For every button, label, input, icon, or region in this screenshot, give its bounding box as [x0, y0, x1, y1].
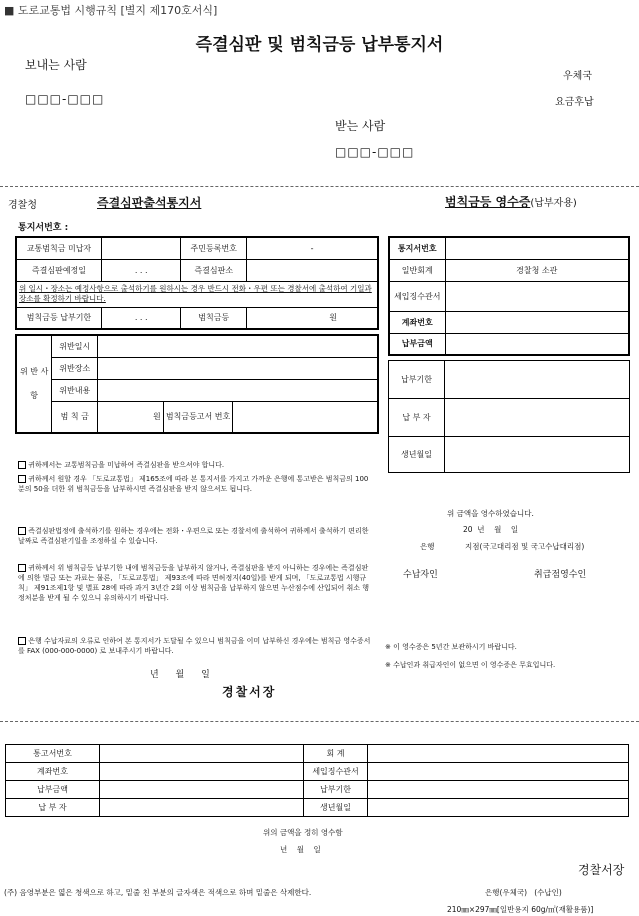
stub-deadline-value[interactable] [368, 781, 629, 799]
branch-label: 지점(국고대리점 및 국고수납대리점) [465, 542, 585, 551]
receipt-birth-label: 생년월일 [389, 437, 445, 473]
receipt-payer-label: 납 부 자 [389, 399, 445, 437]
receipt-notice-value[interactable] [445, 237, 629, 259]
cut-line-2 [0, 721, 639, 722]
page-title: 즉결심판 및 범칙금등 납부통지서 [195, 35, 444, 55]
violation-fine-value[interactable]: 원 [98, 401, 164, 433]
stub-account-value[interactable] [100, 763, 304, 781]
stub-deadline-label: 납부기한 [304, 781, 368, 799]
sender-label: 보내는 사람 [25, 58, 87, 72]
violation-heading: 위 반 사 항 [16, 335, 52, 433]
receipt-collector-value[interactable] [445, 281, 629, 311]
fine-amount-value[interactable]: 원 [247, 307, 378, 329]
stub-collector-value[interactable] [368, 763, 629, 781]
receipt-account-label: 일반회계 [389, 259, 445, 281]
receipt-deadline-label: 납부기한 [389, 361, 445, 399]
stub-amount-value[interactable] [100, 781, 304, 799]
fine-notice-number-label: 범칙금등고서 번호 [163, 401, 233, 433]
receipt-collector-label: 세입징수관서 [389, 281, 445, 311]
checkbox-icon[interactable] [18, 475, 26, 483]
note-1: 귀하께서는 교통범칙금을 미납하여 즉결심판을 받으셔야 합니다. [18, 460, 374, 470]
violation-place-value[interactable] [98, 357, 378, 379]
stub-accounting-value[interactable] [368, 745, 629, 763]
violation-date-value[interactable] [98, 335, 378, 357]
violation-content-label: 위반내용 [52, 379, 98, 401]
post-office-mark: 우체국 [563, 71, 592, 82]
left-title: 즉결심판출석통지서 [97, 196, 202, 210]
trial-date-value[interactable]: . . . [101, 259, 180, 281]
police-station-chief: 경찰서장 [222, 685, 277, 699]
violation-place-label: 위반장소 [52, 357, 98, 379]
stub-birth-label: 생년월일 [304, 799, 368, 817]
fine-amount-label: 범칙금등 [181, 307, 247, 329]
violation-fine-label: 범 칙 금 [52, 401, 98, 433]
receipt-amount-value[interactable] [445, 333, 629, 355]
cut-line [0, 186, 639, 187]
trial-place-label: 즉결심판소 [181, 259, 247, 281]
stub-table [5, 744, 629, 817]
stub-account-label: 계좌번호 [6, 763, 100, 781]
stub-date: 년 월 일 [280, 845, 321, 854]
checkbox-icon[interactable] [18, 461, 26, 469]
rrn-label: 주민등록번호 [181, 237, 247, 259]
postage-mark: 요금후납 [555, 97, 594, 108]
note-5: 은행 수납자료의 오류로 인하여 본 통지서가 도달될 수 있으니 범칙금을 이미 납부하신 경우에는 범칙금 영수증서를 FAX (000-000-0000) 로 보내주시기 바랍니다. [18, 637, 371, 655]
checkbox-icon[interactable] [18, 637, 26, 645]
deadline-value[interactable]: . . . [101, 307, 180, 329]
receipt-table [388, 236, 630, 356]
payer-label: 교통범칙금 미납자 [16, 237, 101, 259]
deadline-label: 범칙금등 납부기한 [16, 307, 101, 329]
note-2: 귀하께서 원할 경우 「도로교통법」 제165조에 따라 본 통지서를 가지고 가까운 은행에 통고받은 범칙금의 100분의 50을 더한 위 범칙금등을 납부하시면 즉결심판을 받지 않으셔도 됩니다. [18, 475, 369, 493]
receipt-account-value: 경찰청 소관 [445, 259, 629, 281]
receiver-label: 받는 사람 [335, 119, 386, 133]
keep-note: ※ 이 영수증은 5년간 보관하시기 바랍니다. [385, 643, 517, 651]
rrn-value[interactable]: - [247, 237, 378, 259]
note-4: 귀하께서 위 범칙금등 납부기한 내에 범칙금등을 납부하지 않거나, 즉결심판을 받지 아니하는 경우에는 즉결심판에 의한 벌금 또는 과료는 물론, 「도로교통법」 제93조에 따라 면허정지(40일)를 받게 되며, 「도로교통법 시행규칙」 제91조제1항 및 별표 28에 따라 과거 3년간 2회 이상 범칙금을 납부하지 않으면 누산점수에 산입되어 취소 행정처분을 받게 될 수 있으니 유의하시기 바랍니다. [18, 564, 370, 602]
stub-notice-label: 통고서번호 [6, 745, 100, 763]
receipt-notice-label: 통지서번호 [389, 237, 445, 259]
receipt-account-no-label: 계좌번호 [389, 311, 445, 333]
checkbox-icon[interactable] [18, 564, 26, 572]
form-source: ■ 도로교통법 시행규칙 [별지 제170호서식] [4, 4, 218, 17]
receipt-payer-value[interactable] [445, 399, 630, 437]
receipt-date: 20 년 월 일 [463, 525, 519, 534]
receipt-amount-label: 납부금액 [389, 333, 445, 355]
valid-note: ※ 수납인과 취급자인이 없으면 이 영수증은 무효입니다. [385, 661, 556, 669]
checkbox-icon[interactable] [18, 527, 26, 535]
stub-payer-label: 납 부 자 [6, 799, 100, 817]
receipt-deadline-value[interactable] [445, 361, 630, 399]
stub-station-chief: 경찰서장 [578, 863, 625, 877]
receipt-table-lower [388, 360, 630, 473]
receipt-subtitle: (납부자용) [530, 198, 577, 209]
received-text: 위 금액을 영수하였습니다. [447, 509, 534, 518]
stub-accounting-label: 회 계 [304, 745, 368, 763]
footer-note: (주) 음영부분은 엷은 청색으로 하고, 밑줄 친 부분의 글자색은 적색으로 하며 밑줄은 삭제한다. [4, 888, 312, 897]
receipt-account-no-value[interactable] [445, 311, 629, 333]
notice-number-label: 통지서번호 : [18, 223, 69, 233]
stub-received-text: 위의 금액을 정히 영수함 [263, 828, 343, 837]
trial-place-value[interactable] [247, 259, 378, 281]
fine-notice-number-value[interactable] [233, 401, 378, 433]
receipt-heading [445, 193, 577, 210]
receipt-birth-value[interactable] [445, 437, 630, 473]
receiver-postal: □□□-□□□ [335, 145, 415, 159]
stub-notice-value[interactable] [100, 745, 304, 763]
violation-table [15, 334, 379, 434]
stub-amount-label: 납부금액 [6, 781, 100, 799]
notice-date: 년 월 일 [150, 670, 210, 680]
stub-birth-value[interactable] [368, 799, 629, 817]
violation-date-label: 위반일시 [52, 335, 98, 357]
bank-stamp: 은행(우체국) (수납인) [485, 888, 562, 897]
handler-stamp: 취급점영수인 [534, 570, 587, 580]
police-org: 경찰청 [8, 200, 37, 211]
receipt-title: 범칙금등 영수증 [445, 195, 531, 209]
bank-label: 은행 [420, 542, 435, 551]
note-3: 즉결심판법정에 출석하기를 원하는 경우에는 전화・우편으로 또는 경찰서에 출석하여 귀하께서 출석하기 편리한 날짜로 즉결심판기일을 조정하실 수 있습니다. [18, 527, 369, 545]
sender-postal: □□□-□□□ [25, 92, 105, 106]
schedule-notice: 위 일시・장소는 예정사항으로 출석하기를 원하시는 경우 반드시 전화・우편 또는 경찰서에 출석하여 기일과 장소를 확정하기 바랍니다. [16, 281, 378, 307]
violation-content-value[interactable] [98, 379, 378, 401]
receiver-stamp: 수납자인 [403, 570, 438, 580]
trial-date-label: 즉결심판예정일 [16, 259, 101, 281]
stub-payer-value[interactable] [100, 799, 304, 817]
payer-value[interactable] [101, 237, 180, 259]
summons-table [15, 236, 379, 330]
stub-collector-label: 세입징수관서 [304, 763, 368, 781]
paper-spec: 210㎜×297㎜[일반용지 60g/㎡(재활용품)] [447, 905, 594, 914]
